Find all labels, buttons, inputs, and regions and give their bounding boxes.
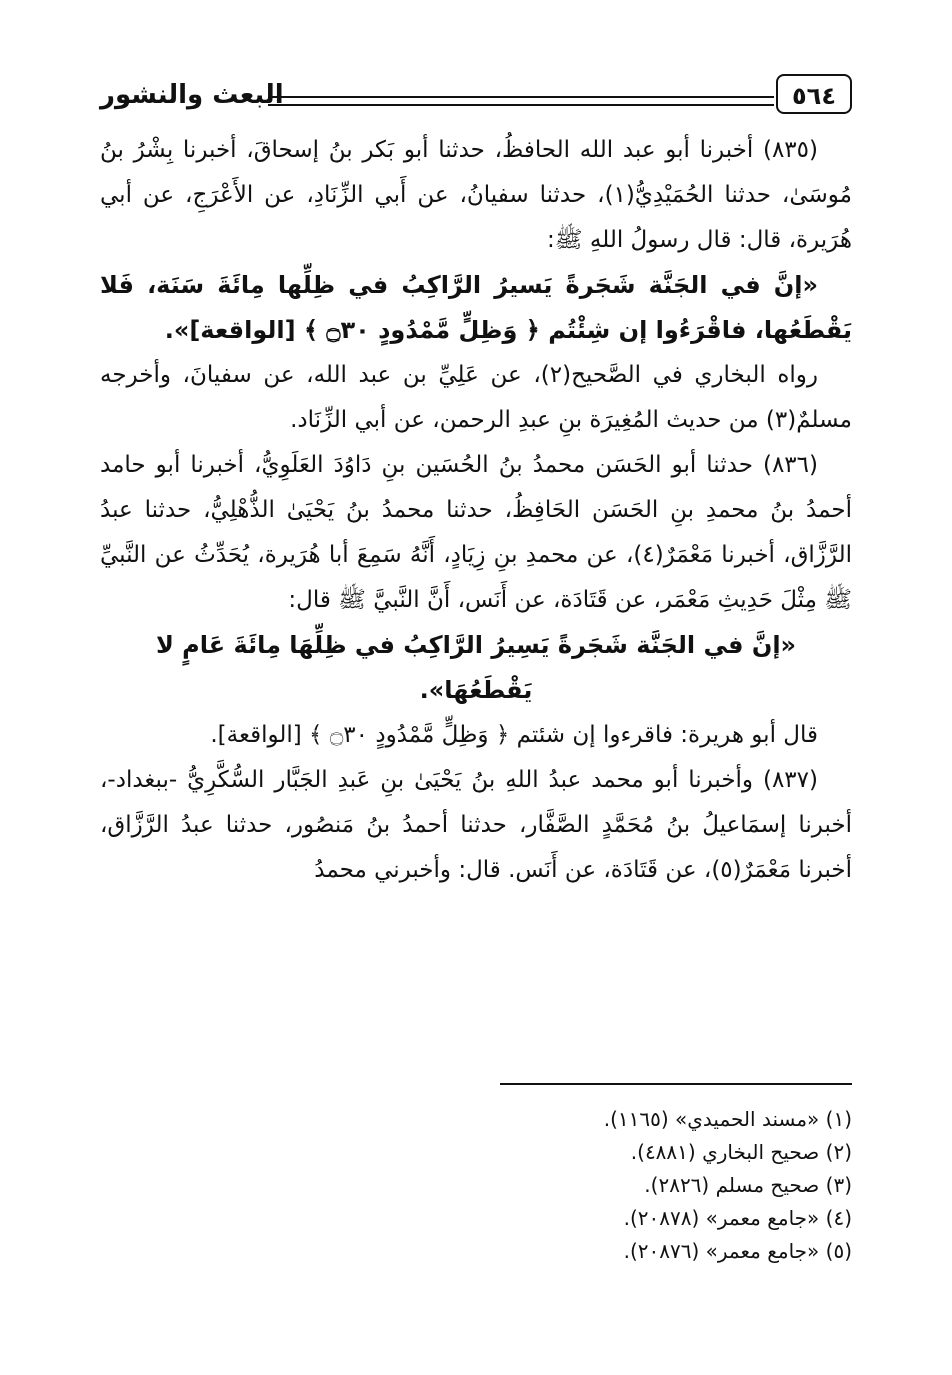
hadith-836-isnad: (٨٣٦) حدثنا أبو الحَسَن محمدُ بنُ الحُسَين بنِ دَاوُدَ العَلَوِيُّ، أخبرنا أبو حامد أحمدُ بنُ محمدِ بنِ الحَسَن الحَافِظُ، حدثنا محمدُ بنُ يَحْيَىٰ الذُّهْلِيُّ، حدثنا عبدُ الرَّزَّاق، أخبرنا مَعْمَرٌ(٤)، عن محمدِ بنِ زِيَادٍ، أَنَّهُ سَمِعَ أبا هُرَيرة، يُحَدِّثُ عن النَّبيِّ ﷺ مِثْلَ حَدِيثِ مَعْمَر، عن قَتَادَة، عن أَنَس، أَنَّ النَّبيَّ ﷺ قال: <box>100 452 853 613</box>
footnote-2: (٢) صحيح البخاري (٤٨٨١). <box>630 1140 852 1164</box>
hadith-835-isnad: (٨٣٥) أخبرنا أبو عبد الله الحافظُ، حدثنا أبو بَكر بنُ إسحاقَ، أخبرنا بِشْرُ بنُ مُوسَىٰ، حدثنا الحُمَيْدِيُّ(١)، حدثنا سفيانُ، عن أَبي الزِّنَادِ، عن الأَعْرَجِ، عن أبي هُرَيرة، قال: قال رسولُ اللهِ ﷺ: <box>100 137 853 253</box>
main-text <box>100 128 852 893</box>
footnote-5: (٥) «جامع معمر» (٢٠٨٧٦). <box>623 1239 852 1263</box>
footnote-divider <box>500 1083 852 1085</box>
hadith-835-text: «إنَّ في الجَنَّة شَجَرةً يَسيرُ الرَّاكِبُ في ظِلِّها مِائَةَ سَنَة، فَلا يَقْطَعُها، فاقْرَءُوا إن شِئْتُم ﴿ وَظِلٍّ مَّمْدُودٍ ۝٣٠ ﴾ [الواقعة]». <box>100 271 852 344</box>
hadith-837-isnad: (٨٣٧) وأخبرنا أبو محمد عبدُ اللهِ بنُ يَحْيَىٰ بنِ عَبدِ الجَبَّار السُّكَّرِيُّ -ببغداد-، أخبرنا إسمَاعيلُ بنُ مُحَمَّدٍ الصَّفَّار، حدثنا أحمدُ بنُ مَنصُور، حدثنا عبدُ الرَّزَّاق، أخبرنا مَعْمَرٌ(٥)، عن قَتَادَة، عن أَنَس. قال: وأخبرني محمدُ <box>100 767 852 883</box>
running-title: البعث والنشور <box>100 80 284 110</box>
header-rule <box>268 96 774 106</box>
hadith-836-text: «إنَّ في الجَنَّة شَجَرةً يَسِيرُ الرَّاكِبُ في ظِلِّهَا مِائَةَ عَامٍ لا يَقْطَعُهَا». <box>155 631 797 704</box>
footnote-3: (٣) صحيح مسلم (٢٨٢٦). <box>644 1173 852 1197</box>
takhrij-835: رواه البخاري في الصَّحيح(٢)، عن عَلِيِّ بن عبد الله، عن سفيانَ، وأخرجه مسلمٌ(٣) من حديث المُغِيرَة بنِ عبدِ الرحمن، عن أبي الزِّنَاد. <box>100 362 852 433</box>
footnote-1: (١) «مسند الحميدي» (١١٦٥). <box>603 1107 852 1131</box>
page-header <box>100 78 852 122</box>
footnote-4: (٤) «جامع معمر» (٢٠٨٧٨). <box>623 1206 852 1230</box>
footnotes <box>452 1103 852 1268</box>
page-number: ٥٦٤ <box>776 74 852 114</box>
abu-hurayra-quote: قال أبو هريرة: فاقرءوا إن شئتم ﴿ وَظِلٍّ مَّمْدُودٍ ۝٣٠ ﴾ [الواقعة]. <box>210 722 818 748</box>
